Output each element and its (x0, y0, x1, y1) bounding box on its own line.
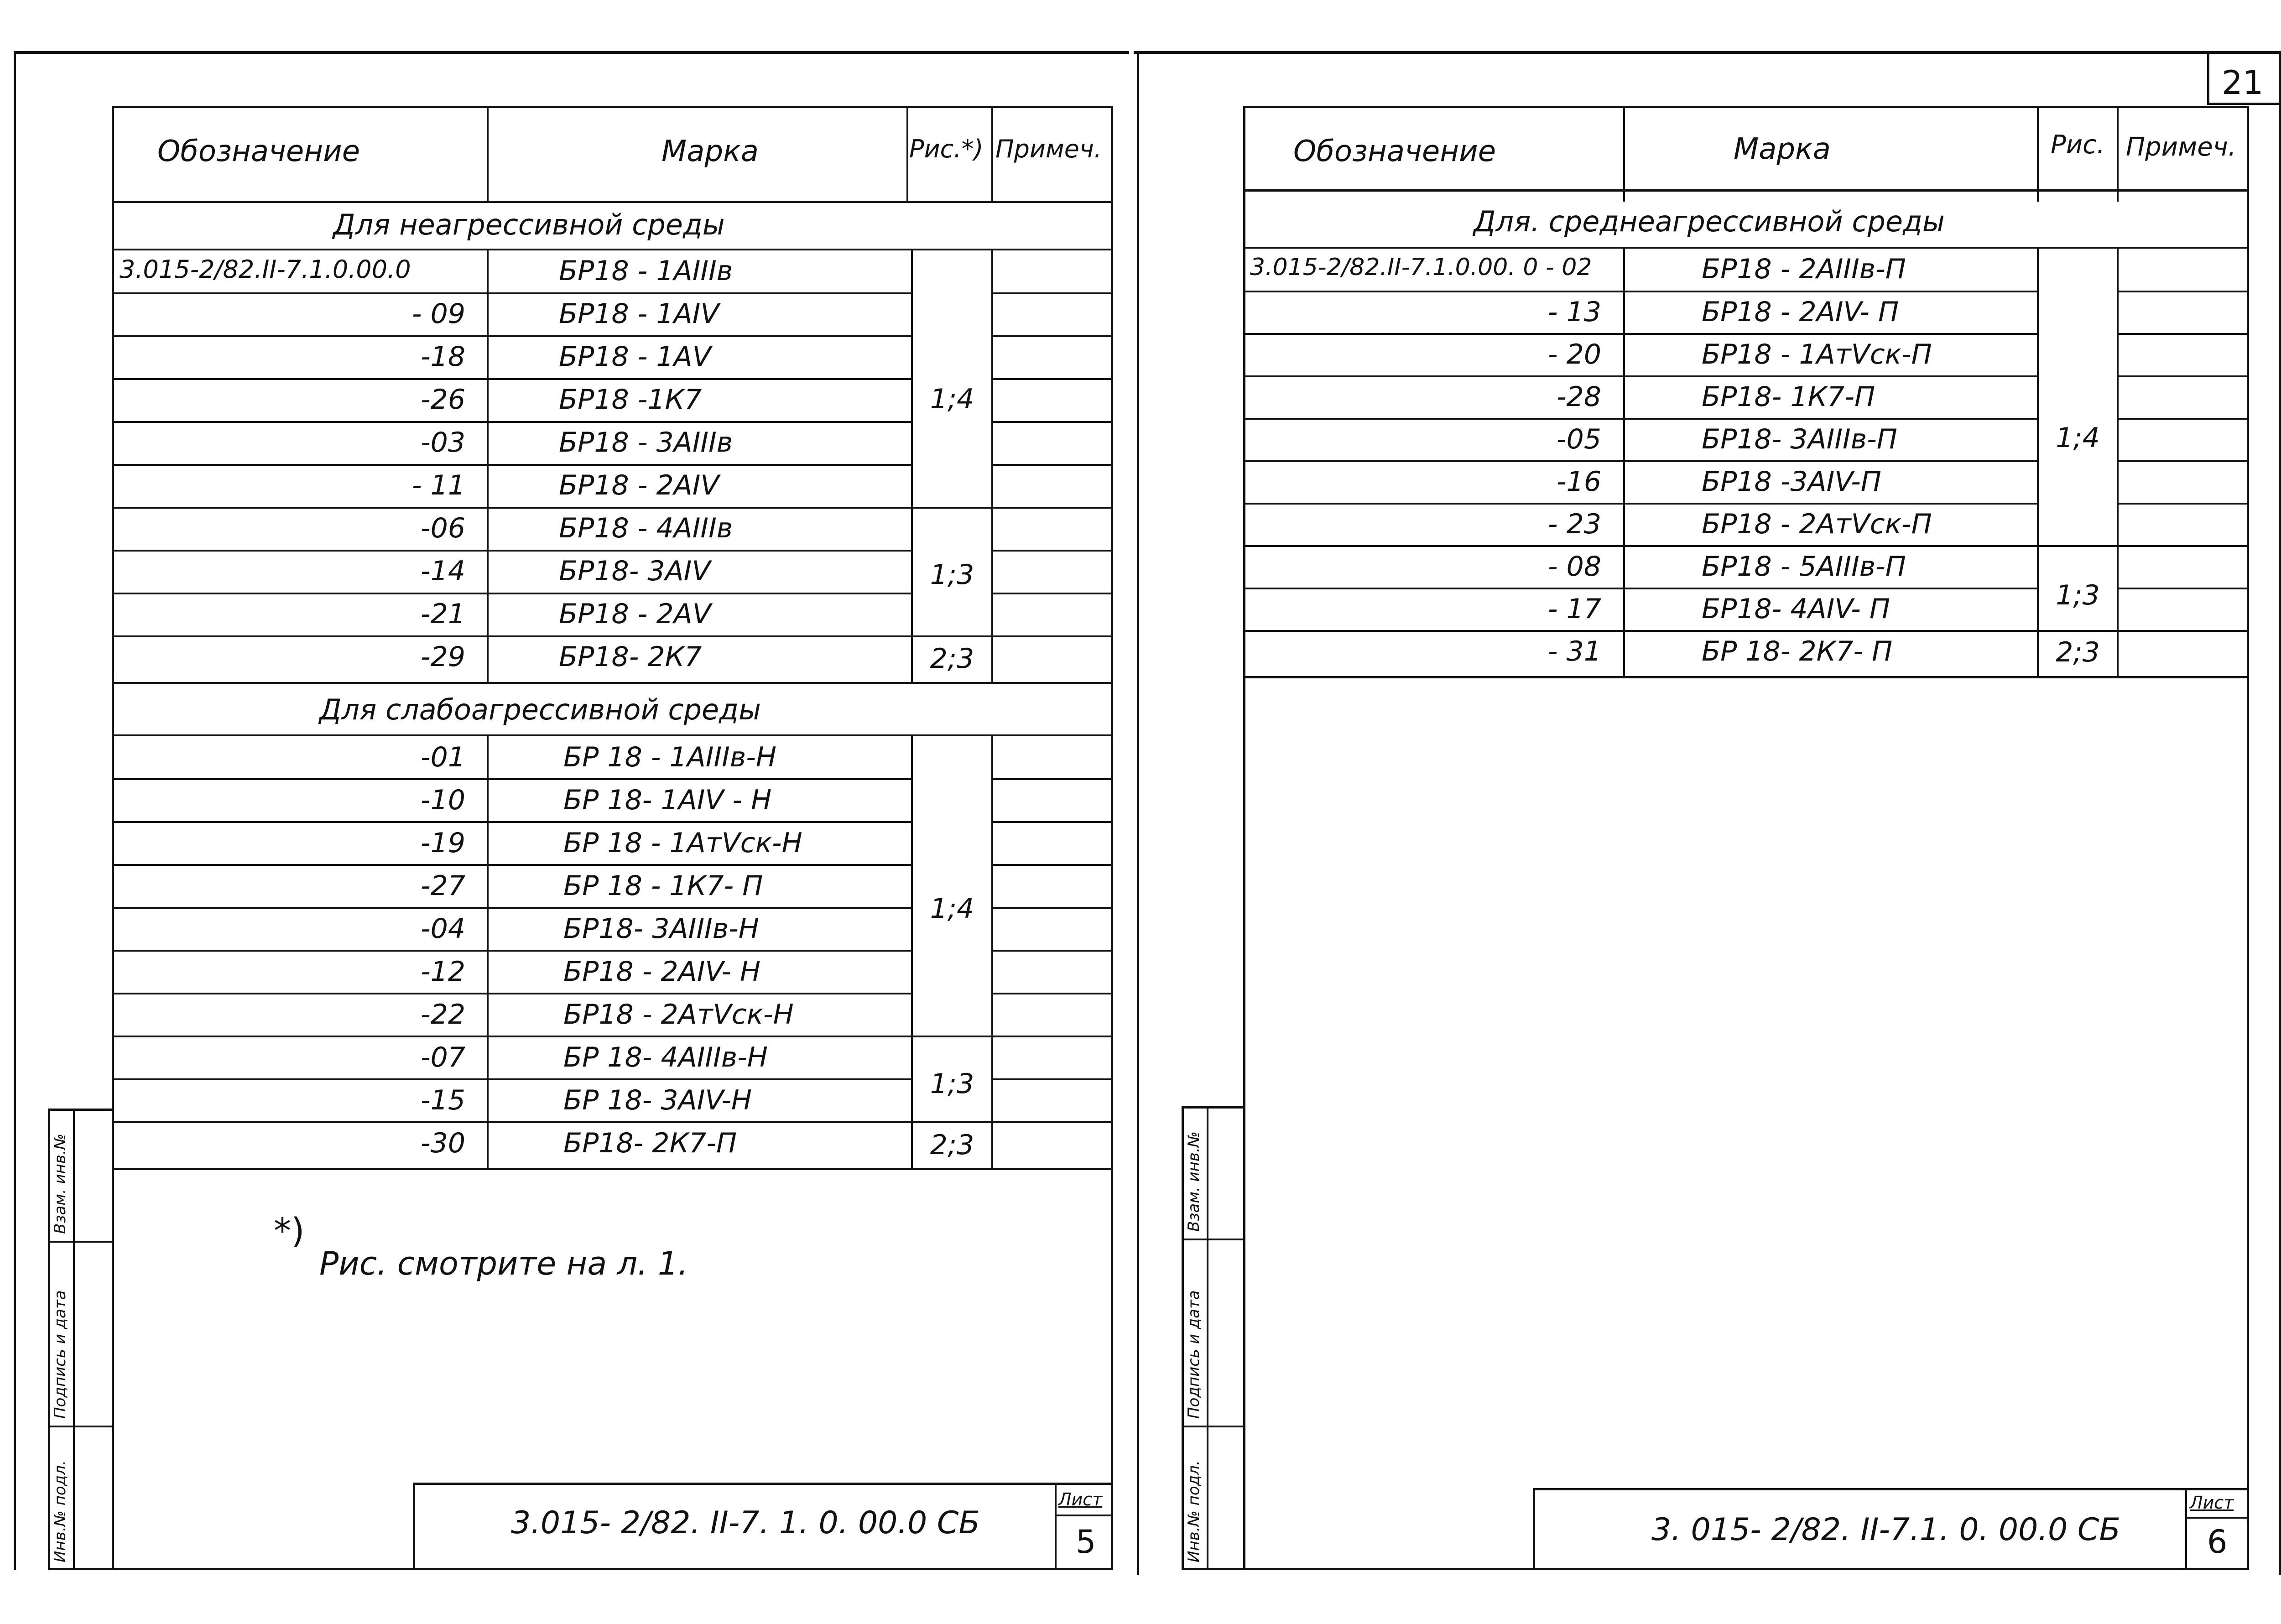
designation-cell: - 31 (1547, 635, 1601, 667)
note-row-line (992, 335, 1113, 337)
note-row-line (992, 507, 1113, 509)
row-line (112, 1078, 912, 1080)
designation-cell: -07 (421, 1041, 465, 1073)
note-row-line (992, 464, 1113, 466)
row-line (112, 421, 912, 423)
left-header-bottom (112, 201, 1113, 203)
designation-cell: -21 (421, 598, 465, 630)
designation-cell: -30 (421, 1127, 465, 1159)
row-line (1243, 460, 2038, 462)
designation-cell: -14 (421, 555, 465, 587)
left-sheet-label: Лист (1058, 1489, 1103, 1509)
left-edge (14, 51, 16, 1570)
row-line (1243, 545, 2118, 547)
left-s2-col3 (991, 736, 993, 1170)
fig-cell: 2;3 (2056, 636, 2100, 668)
note-row-line (992, 593, 1113, 594)
note-row-line (992, 907, 1113, 909)
fig-cell: 1;4 (930, 893, 974, 925)
left-s1-col2 (911, 250, 913, 684)
fig-cell: 1;3 (2056, 579, 2100, 611)
note-row-line (992, 1036, 1113, 1037)
row-line (112, 507, 993, 509)
right-sec1-title-bottom (1243, 247, 2249, 249)
designation-cell: -12 (421, 956, 465, 988)
row-line (112, 1121, 993, 1123)
note-row-line (992, 950, 1113, 952)
note-row-line (992, 421, 1113, 423)
right-s1-col2 (2037, 249, 2039, 677)
mark-cell: БР18 - 2АV (559, 598, 711, 630)
designation-cell: 3.015-2/82.II-7.1.0.00.0 (120, 255, 411, 284)
stamp-divider (1182, 1426, 1245, 1427)
mark-cell: БР18 - 1АV (559, 341, 711, 373)
mark-cell: БР18 - 2АIV (559, 469, 719, 501)
right-header-note: Примеч. (2126, 132, 2236, 162)
mark-cell: БР18 - 2АIIIв-П (1702, 253, 1906, 285)
designation-cell: -29 (421, 641, 465, 673)
mark-cell: БР18 - 1АIIIв (559, 255, 733, 287)
note-row-line (992, 778, 1113, 780)
designation-cell: -15 (421, 1084, 465, 1116)
row-line (112, 1036, 993, 1037)
designation-cell: -16 (1557, 466, 1601, 498)
right-stamp-code: 3. 015- 2/82. II-7.1. 0. 00.0 СБ (1651, 1512, 2121, 1548)
right-header-fig: Рис. (2051, 130, 2105, 160)
left-sheet-number: 5 (1076, 1523, 1096, 1561)
right-s1-bottom (1243, 676, 2249, 678)
mark-cell: БР18 - 3АIIIв (559, 427, 733, 458)
mark-cell: БР18- 3АIIIв-П (1702, 423, 1897, 455)
left-header-fig: Рис.*) (909, 135, 984, 163)
right-s1-col3 (2117, 249, 2119, 677)
note-row-line (992, 378, 1113, 380)
row-line (112, 550, 912, 552)
left-header-mark: Марка (661, 135, 759, 168)
designation-cell: -19 (421, 827, 465, 859)
right-title-block-sheet-divider (2185, 1488, 2187, 1570)
left-s1-col1 (487, 250, 489, 684)
left-s2-col2 (911, 736, 913, 1170)
designation-cell: -27 (421, 870, 465, 902)
mark-cell: БР 18 - 1К7- П (563, 870, 763, 902)
note-row-line (2118, 460, 2249, 462)
left-s1-bottom (112, 682, 1113, 684)
row-line (112, 335, 912, 337)
stamp-divider (1207, 1106, 1208, 1570)
left-s2-bottom (112, 1168, 1113, 1170)
note-row-line (2118, 588, 2249, 589)
designation-cell: - 23 (1547, 508, 1601, 540)
note-row-line (992, 821, 1113, 823)
stamp-divider (48, 1241, 114, 1243)
designation-cell: - 17 (1547, 593, 1601, 625)
designation-cell: - 13 (1547, 296, 1601, 328)
mark-cell: БР 18- 1АIV - Н (563, 784, 772, 816)
left-sec2-title-bottom (112, 734, 1113, 736)
row-line (112, 993, 912, 994)
top-rule-left (14, 51, 1129, 54)
right-col-line-2 (2037, 106, 2039, 202)
left-col-line-1 (487, 106, 489, 202)
right-sheet-number: 6 (2207, 1523, 2228, 1561)
right-sheet-label: Лист (2190, 1493, 2234, 1513)
footnote-mark: *) (274, 1210, 305, 1251)
designation-cell: -28 (1557, 381, 1601, 413)
mark-cell: БР 18 - 1АIIIв-Н (563, 741, 776, 773)
row-line (112, 464, 912, 466)
center-divider (1137, 51, 1139, 1575)
note-row-line (2118, 333, 2249, 335)
fig-cell: 1;4 (930, 383, 974, 415)
mark-cell: БР18 -3АIV-П (1702, 466, 1881, 498)
mark-cell: БР18 - 2АIV- П (1702, 296, 1899, 328)
row-line (1243, 375, 2038, 377)
mark-cell: БР18 -1К7 (559, 384, 702, 416)
designation-cell: - 09 (411, 298, 465, 330)
note-row-line (992, 550, 1113, 552)
mark-cell: БР18- 2К7 (559, 641, 702, 673)
left-title-block-sheet-line (1055, 1515, 1113, 1516)
fig-cell: 1;3 (930, 559, 974, 591)
footnote-text: Рис. смотрите на л. 1. (319, 1245, 688, 1282)
note-row-line (2118, 545, 2249, 547)
note-row-line (2118, 418, 2249, 420)
mark-cell: БР18- 3АIIIв-Н (563, 913, 759, 945)
mark-cell: БР18 - 1АIV (559, 298, 719, 330)
row-line (1243, 333, 2038, 335)
note-row-line (992, 1078, 1113, 1080)
row-line (1243, 291, 2038, 292)
page-number: 21 (2222, 63, 2264, 102)
left-col-line-2 (906, 106, 908, 202)
mark-cell: БР 18 - 1АтVск-Н (563, 827, 802, 859)
stamp-inv-podl: Инв.№ подл. (1185, 1460, 1203, 1562)
note-row-line (2118, 630, 2249, 632)
mark-cell: БР18 - 5АIIIв-П (1702, 551, 1906, 583)
mark-cell: БР18 - 4АIIIв (559, 512, 733, 544)
row-line (112, 635, 993, 637)
row-line (1243, 588, 2038, 589)
note-row-line (992, 1121, 1113, 1123)
row-line (112, 950, 912, 952)
mark-cell: БР18- 4АIV- П (1702, 593, 1890, 625)
designation-cell: -04 (421, 913, 465, 945)
row-line (1243, 503, 2038, 505)
stamp-inv-podl: Инв.№ подл. (51, 1460, 69, 1562)
note-row-line (992, 635, 1113, 637)
row-line (112, 378, 912, 380)
left-s2-col1 (487, 736, 489, 1170)
note-row-line (992, 864, 1113, 866)
designation-cell: - 20 (1547, 338, 1601, 370)
note-row-line (2118, 503, 2249, 505)
mark-cell: БР18 - 2АтVск-Н (563, 999, 794, 1031)
stamp-signature-date: Подпись и дата (1185, 1290, 1203, 1419)
fig-cell: 1;4 (2056, 422, 2100, 454)
stamp-divider (73, 1109, 75, 1570)
right-col-line-3 (2117, 106, 2119, 202)
designation-cell: -26 (421, 384, 465, 416)
right-col-line-1 (1623, 106, 1625, 202)
top-rule-right (1134, 51, 2281, 54)
row-line (112, 593, 912, 594)
designation-cell: -01 (421, 741, 465, 773)
mark-cell: БР 18- 2К7- П (1702, 635, 1893, 667)
row-line (112, 864, 912, 866)
left-header-note: Примеч. (995, 135, 1102, 163)
mark-cell: БР 18- 4АIIIв-Н (563, 1041, 768, 1073)
mark-cell: БР18- 3АIV (559, 555, 711, 587)
mark-cell: БР 18- 3АIV-Н (563, 1084, 752, 1116)
designation-cell: -06 (421, 512, 465, 544)
mark-cell: БР18- 2К7-П (563, 1127, 737, 1159)
row-line (1243, 418, 2038, 420)
designation-cell: -18 (421, 341, 465, 373)
stamp-vzam-inv: Взам. инв.№ (1185, 1131, 1203, 1232)
left-stamp-code: 3.015- 2/82. II-7. 1. 0. 00.0 СБ (511, 1505, 980, 1541)
designation-cell: -05 (1557, 423, 1601, 455)
right-header-designation: Обозначение (1293, 135, 1496, 168)
left-s1-col3 (991, 250, 993, 684)
note-row-line (992, 993, 1113, 994)
stamp-divider (1182, 1239, 1245, 1240)
fig-cell: 2;3 (930, 643, 974, 675)
stamp-signature-date: Подпись и дата (51, 1290, 69, 1419)
right-s1-col1 (1623, 249, 1625, 677)
right-section-1-title: Для. среднеагрессивной среды (1474, 205, 1945, 238)
right-edge (2279, 51, 2281, 1575)
designation-cell: -22 (421, 999, 465, 1031)
left-col-line-3 (991, 106, 993, 202)
row-line (1243, 630, 2118, 632)
designation-cell: -03 (421, 427, 465, 458)
note-row-line (2118, 291, 2249, 292)
left-title-block-sheet-divider (1055, 1483, 1057, 1570)
mark-cell: БР18- 1К7-П (1702, 381, 1875, 413)
left-sec1-title-bottom (112, 249, 1113, 250)
fig-cell: 2;3 (930, 1129, 974, 1161)
right-header-bottom (1243, 189, 2249, 192)
note-row-line (992, 292, 1113, 294)
right-title-block-sheet-line (2185, 1517, 2249, 1519)
designation-cell: 3.015-2/82.II-7.1.0.00. 0 - 02 (1250, 254, 1592, 281)
left-section-1-title: Для неагрессивной среды (333, 208, 725, 241)
stamp-divider (48, 1426, 114, 1427)
stamp-vzam-inv: Взам. инв.№ (51, 1133, 69, 1234)
left-header-designation: Обозначение (157, 135, 360, 168)
right-header-mark: Марка (1734, 132, 1831, 166)
row-line (112, 907, 912, 909)
fig-cell: 1;3 (930, 1068, 974, 1100)
mark-cell: БР18 - 1АтVск-П (1702, 338, 1932, 370)
mark-cell: БР18 - 2АтVск-П (1702, 508, 1932, 540)
row-line (112, 778, 912, 780)
note-row-line (2118, 375, 2249, 377)
designation-cell: - 11 (411, 469, 465, 501)
designation-cell: - 08 (1547, 551, 1601, 583)
row-line (112, 821, 912, 823)
row-line (112, 292, 912, 294)
mark-cell: БР18 - 2АIV- Н (563, 956, 761, 988)
designation-cell: -10 (421, 784, 465, 816)
left-section-2-title: Для слабоагрессивной среды (319, 693, 761, 726)
